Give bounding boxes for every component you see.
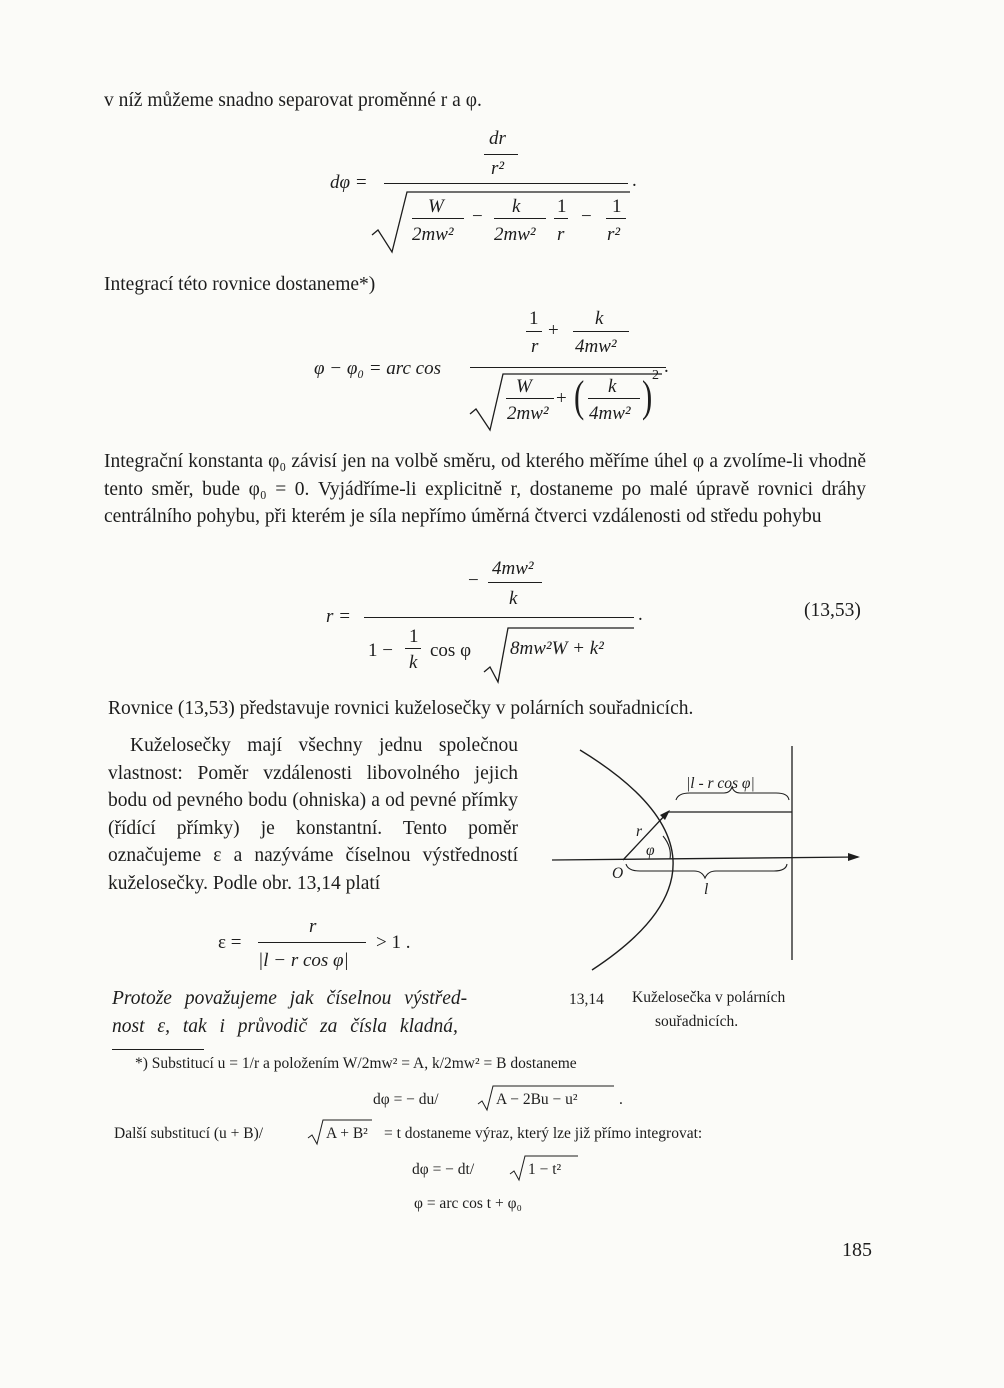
figure-label-origin: O	[612, 865, 624, 882]
rovnice-line: Rovnice (13,53) představuje rovnici kuželosečky v polárních souřadnicích.	[108, 698, 694, 719]
eq1-lhs: dφ =	[330, 172, 368, 193]
italic-line-2: nost ε, tak i průvodič za čísla kladná,	[112, 1016, 458, 1037]
figure-label-l: l	[704, 881, 709, 898]
eq1-num-bottom: r²	[491, 158, 505, 179]
paragraph-conic-sections: Kuželosečky mají všechny jednu společnou vlastnost: Poměr vzdálenosti libovolného jejich bodu od pevného bodu (ohniska) a od pevné přímky (řídící přímky) je konstantní. Tento poměr označujeme ε a nazýváme číselnou výstředností kuželosečky. Podle obr. 13,14 platí	[108, 735, 518, 894]
figure-label-r: r	[636, 823, 643, 840]
eq1-num-top: dr	[489, 128, 506, 149]
integration-intro: Integrací této rovnice dostaneme*)	[104, 274, 376, 295]
page-number: 185	[842, 1239, 872, 1261]
eq4-lhs: ε =	[218, 932, 242, 953]
figure-label-distance: |l - r cos φ|	[686, 775, 755, 792]
italic-line-1: Protože považujeme jak číselnou výstřed-	[112, 988, 468, 1009]
figure-caption-line2: souřadnicích.	[655, 1013, 739, 1030]
eq2-lhs: φ − φ₀ = arc cos	[314, 358, 441, 379]
equation-label: (13,53)	[804, 600, 861, 621]
footnote-line-1: *) Substitucí u = 1/r a položením W/2mw² = A, k/2mw² = B dostaneme	[135, 1055, 577, 1072]
figure-caption-line1: Kuželosečka v polárních	[632, 989, 786, 1006]
figure-caption-number: 13,14	[569, 991, 604, 1008]
intro-line: v níž můžeme snadno separovat proměnné r a φ.	[104, 90, 482, 111]
paragraph-integration-constant: Integrační konstanta φ₀ závisí jen na volbě směru, od kterého měříme úhel φ a zvolíme-li vhodně tento směr, bude φ₀ = 0. Vyjádříme-li explicitně r, dostaneme po malé úpravě rovnici dráhy centrálního pohybu, při kterém je síla nepřímo úměrná čtverci vzdálenosti od středu pohybu	[104, 451, 866, 527]
eq3-lhs: r =	[326, 606, 351, 627]
figure-label-phi: φ	[646, 842, 655, 859]
